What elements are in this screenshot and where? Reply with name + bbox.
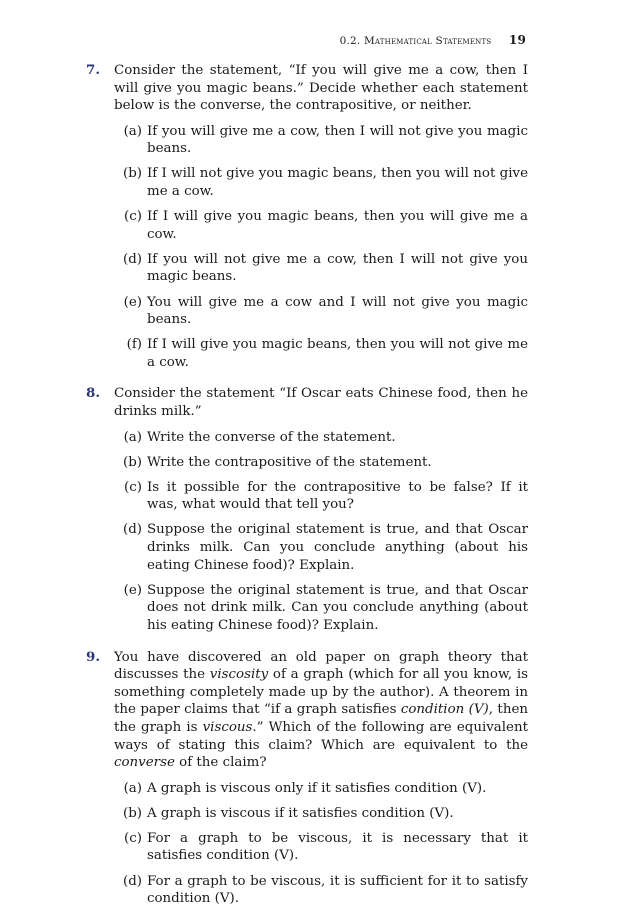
exercise-part bbox=[114, 429, 528, 447]
exercise-8 bbox=[86, 385, 528, 634]
exercise-number: 8. bbox=[86, 385, 100, 402]
exercise-part bbox=[114, 165, 528, 200]
part-label: (a) bbox=[123, 780, 142, 796]
exercise-9 bbox=[86, 649, 528, 908]
exercise-part bbox=[114, 873, 528, 908]
part-text: For a graph to be viscous, it is sufficient for it to satisfy condition (V). bbox=[147, 873, 528, 907]
statement-text: of the claim? bbox=[174, 755, 267, 771]
exercise-number: 9. bbox=[86, 648, 100, 665]
statement-text: .” Which of the following are equivalent ways of stating this claim? Which are equivalent to the bbox=[114, 719, 528, 753]
section-title: 0.2. Mathematical Statements bbox=[339, 35, 492, 47]
exercise-part bbox=[114, 251, 528, 286]
exercise-part bbox=[114, 123, 528, 158]
exercise-part bbox=[114, 780, 528, 798]
page-number: 19 bbox=[508, 33, 526, 47]
part-label: (b) bbox=[122, 805, 142, 821]
emphasized-term: condition (V) bbox=[400, 702, 489, 718]
exercise-7 bbox=[86, 62, 528, 371]
part-text: Is it possible for the contrapositive to be false? If it was, what would that tell you? bbox=[147, 479, 528, 513]
exercise-parts bbox=[114, 123, 528, 372]
part-label: (e) bbox=[123, 294, 142, 310]
exercise-part bbox=[114, 582, 528, 635]
statement-text: You have discovered an old paper on graph theory that discusses the bbox=[114, 649, 528, 683]
part-label: (b) bbox=[122, 166, 142, 182]
emphasized-term: viscosity bbox=[209, 667, 269, 683]
exercise-statement bbox=[114, 649, 528, 772]
exercise-part bbox=[114, 208, 528, 243]
part-text: For a graph to be viscous, it is necessary that it satisfies condition (V). bbox=[147, 830, 528, 864]
exercise-part bbox=[114, 479, 528, 514]
exercise-statement: Consider the statement, “If you will give me a cow, then I will give you magic beans.” Decide whether each statement below is the converse, the contrapositive, or neither. bbox=[114, 63, 528, 114]
part-label: (d) bbox=[122, 873, 142, 889]
exercise-part bbox=[114, 454, 528, 472]
part-label: (e) bbox=[123, 582, 142, 598]
exercise-part bbox=[114, 294, 528, 329]
part-label: (a) bbox=[123, 429, 142, 445]
part-label: (c) bbox=[124, 209, 142, 225]
part-text: Write the converse of the statement. bbox=[147, 429, 396, 445]
part-text: A graph is viscous only if it satisfies condition (V). bbox=[147, 780, 487, 796]
exercise-parts bbox=[114, 429, 528, 635]
part-text: Suppose the original statement is true, and that Oscar drinks milk. Can you conclude anything (about his eating Chinese food)? Explain. bbox=[147, 522, 528, 573]
exercise-part bbox=[114, 830, 528, 865]
statement-text: of a graph (which for all you know, is something completely made up by the author). A theorem in the paper claims that “if a graph satisfies bbox=[114, 667, 528, 718]
exercise-part bbox=[114, 521, 528, 574]
part-label: (a) bbox=[123, 123, 142, 139]
part-text: If I will give you magic beans, then you will give me a cow. bbox=[147, 209, 528, 242]
part-label: (c) bbox=[124, 479, 142, 495]
part-text: If I will give you magic beans, then you will not give me a cow. bbox=[147, 337, 528, 370]
running-header bbox=[340, 33, 526, 47]
part-text: If I will not give you magic beans, then you will not give me a cow. bbox=[147, 166, 528, 200]
exercise-part bbox=[114, 336, 528, 371]
part-label: (b) bbox=[122, 454, 142, 470]
part-label: (d) bbox=[122, 522, 142, 538]
part-text: If you will not give me a cow, then I will not give you magic beans. bbox=[147, 251, 528, 285]
part-text: If you will give me a cow, then I will not give you magic beans. bbox=[147, 123, 528, 157]
exercise-number: 7. bbox=[86, 62, 100, 78]
exercise-parts bbox=[114, 780, 528, 908]
part-text: Write the contrapositive of the statement. bbox=[147, 454, 432, 470]
part-label: (c) bbox=[124, 830, 142, 846]
part-text: Suppose the original statement is true, and that Oscar does not drink milk. Can you conclude anything (about his eating Chinese food)? Explain. bbox=[147, 582, 528, 633]
part-label: (f) bbox=[126, 337, 142, 353]
part-text: A graph is viscous if it satisfies condition (V). bbox=[147, 805, 454, 821]
emphasized-term: converse bbox=[114, 755, 175, 771]
emphasized-term: viscous bbox=[202, 719, 253, 735]
exercise-list bbox=[86, 62, 528, 922]
part-text: You will give me a cow and I will not give you magic beans. bbox=[147, 294, 528, 328]
exercise-statement: Consider the statement “If Oscar eats Chinese food, then he drinks milk.” bbox=[114, 386, 528, 419]
part-label: (d) bbox=[122, 251, 142, 267]
exercise-part bbox=[114, 805, 528, 823]
statement-text: , then the graph is bbox=[114, 702, 528, 735]
